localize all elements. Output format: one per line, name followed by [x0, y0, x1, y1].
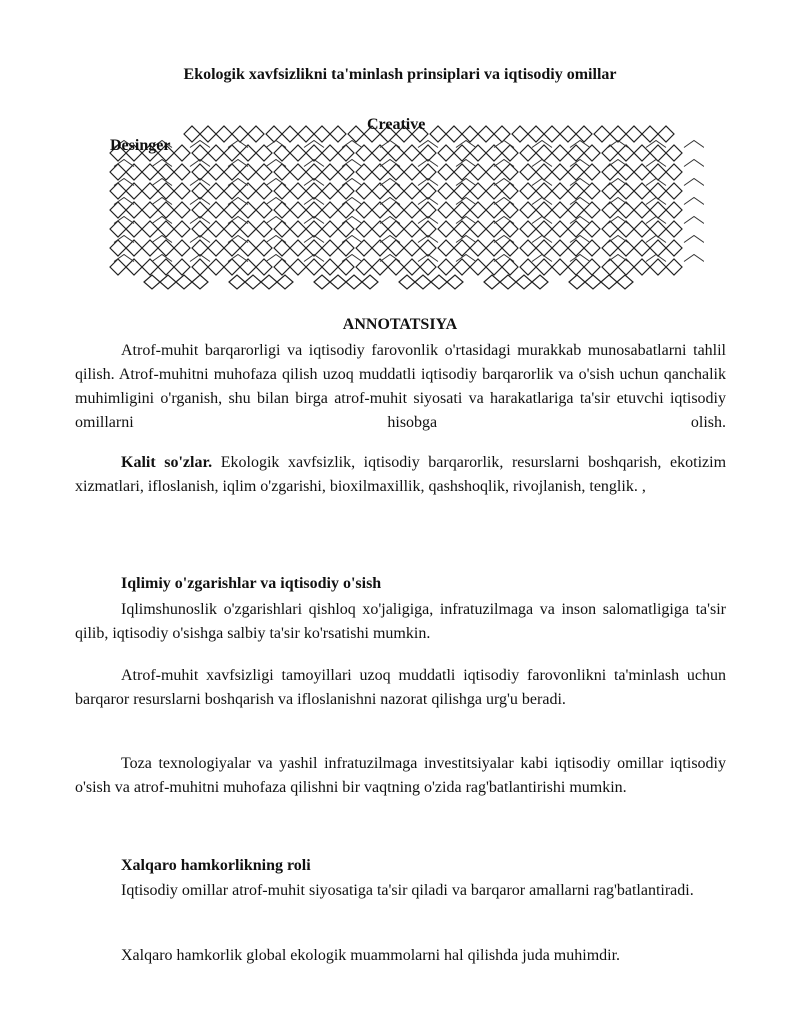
creative-label: Creative — [367, 116, 426, 133]
section2-paragraph: Xalqaro hamkorlik global ekologik muammolarni hal qilishda juda muhimdir. — [121, 947, 621, 964]
keywords-paragraph — [75, 451, 726, 499]
section1-paragraph: Iqlimshunoslik o'zgarishlari qishloq xo'jaligiga, infratuzilmaga va inson salomatligiga ta'sir qilib, iqtisodiy o'sishga salbiy ta'sir ko'rsatishi mumkin. — [75, 601, 726, 642]
document-title: Ekologik xavfsizlikni ta'minlash prinsiplari va iqtisodiy omillar — [183, 66, 617, 83]
keywords-text: Ekologik xavfsizlik, iqtisodiy barqarorlik, resurslarni boshqarish, ekotizim xizmatlari, ifloslanish, iqlim o'zgarishi, bioxilmaxillik, qashshoqlik, rivojlanish, tenglik. , — [75, 454, 727, 495]
section1-paragraph: Toza texnologiyalar va yashil infratuzilmaga investitsiyalar kabi iqtisodiy omillar iqtisodiy o'sish va atrof-muhitni muhofaza qilishni bir vaqtning o'zida rag'batlantirishi mumkin. — [75, 755, 726, 796]
section2-paragraph: Iqtisodiy omillar atrof-muhit siyosatiga ta'sir qiladi va barqaror amallarni rag'batlantiradi. — [121, 882, 694, 899]
diamond-lattice-pattern-icon — [104, 124, 704, 294]
keywords-label: Kalit so'zlar. — [121, 454, 213, 471]
section-heading-climate: Iqlimiy o'zgarishlar va iqtisodiy o'sish — [121, 575, 382, 592]
annotation-heading: ANNOTATSIYA — [342, 316, 458, 333]
annotation-paragraph: Atrof-muhit barqarorligi va iqtisodiy farovonlik o'rtasidagi murakkab munosabatlarni tahlil qilish. Atrof-muhitni muhofaza qilish uzoq muddatli iqtisodiy barqarorlik va o'sish uchun qanchalik muhimligini o'rganish, shu bilan birga atrof-muhit siyosati va harakatlariga ta'sir etuvchi iqtisodiy omillarni hisobga olish. — [75, 342, 726, 431]
section1-paragraph: Atrof-muhit xavfsizligi tamoyillari uzoq muddatli iqtisodiy farovonlikni ta'minlash uchun barqaror resurslarni boshqarish va ifloslanishni nazorat qilishga urg'u beradi. — [75, 667, 726, 708]
section-heading-cooperation: Xalqaro hamkorlikning roli — [121, 857, 311, 874]
designer-label: Desinger — [110, 137, 171, 154]
